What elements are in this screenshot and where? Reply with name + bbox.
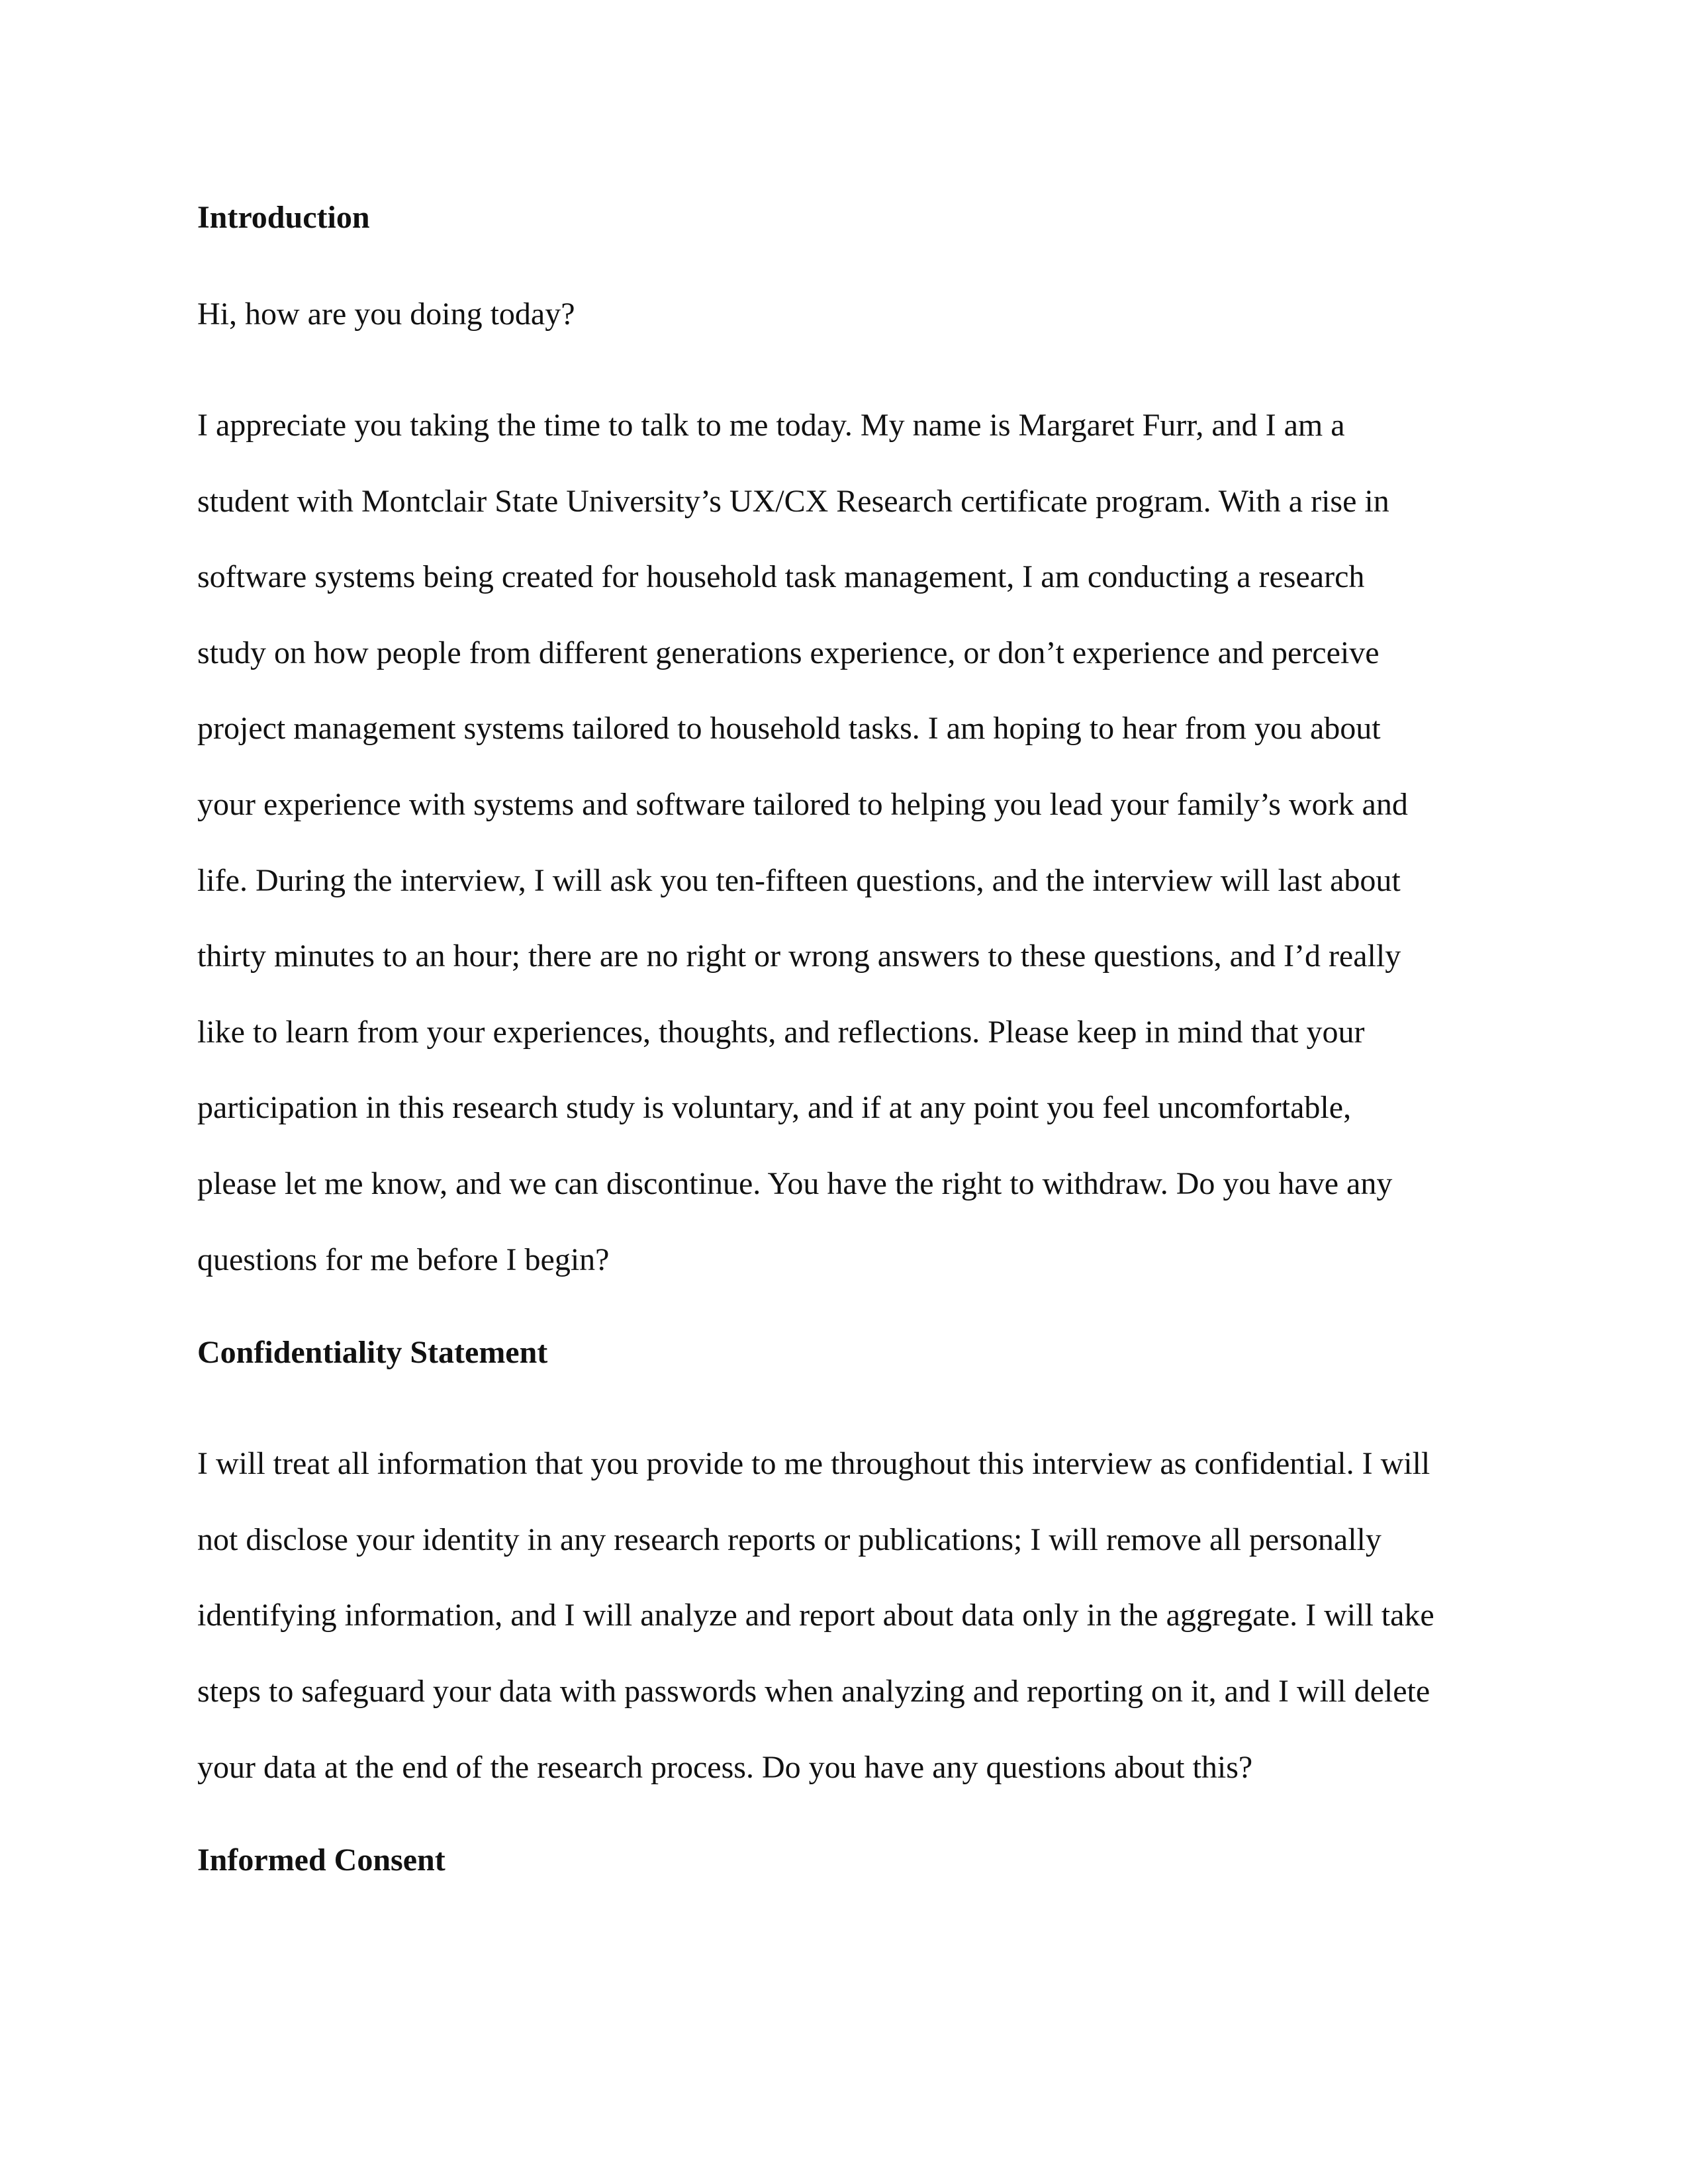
confidentiality-line: steps to safeguard your data with passwords when analyzing and reporting on it, and I will delete bbox=[197, 1673, 1430, 1709]
intro-line: thirty minutes to an hour; there are no right or wrong answers to these questions, and I’d really bbox=[197, 938, 1401, 974]
intro-line: participation in this research study is voluntary, and if at any point you feel uncomfortable, bbox=[197, 1090, 1352, 1126]
confidentiality-line: I will treat all information that you provide to me throughout this interview as confidential. I will bbox=[197, 1446, 1430, 1482]
confidentiality-line: identifying information, and I will analyze and report about data only in the aggregate. I will take bbox=[197, 1598, 1434, 1633]
confidentiality-line: not disclose your identity in any research reports or publications; I will remove all personally bbox=[197, 1522, 1382, 1557]
intro-line: your experience with systems and software tailored to helping you lead your family’s work and bbox=[197, 786, 1408, 822]
introduction-paragraph bbox=[197, 388, 1501, 1298]
confidentiality-line: your data at the end of the research process. Do you have any questions about this? bbox=[197, 1749, 1253, 1785]
intro-line: please let me know, and we can discontinue. You have the right to withdraw. Do you have any bbox=[197, 1165, 1393, 1201]
intro-line: student with Montclair State University’s UX/CX Research certificate program. With a rise in bbox=[197, 483, 1389, 519]
intro-line: study on how people from different generations experience, or don’t experience and perceive bbox=[197, 635, 1380, 670]
introduction-heading: Introduction bbox=[197, 200, 370, 235]
intro-line: project management systems tailored to household tasks. I am hoping to hear from you about bbox=[197, 711, 1381, 747]
informed-consent-heading: Informed Consent bbox=[197, 1843, 445, 1878]
confidentiality-paragraph bbox=[197, 1426, 1501, 1805]
intro-line: like to learn from your experiences, thoughts, and reflections. Please keep in mind that your bbox=[197, 1014, 1365, 1050]
greeting-text: Hi, how are you doing today? bbox=[197, 296, 575, 332]
intro-line: software systems being created for household task management, I am conducting a research bbox=[197, 559, 1365, 595]
intro-line: questions for me before I begin? bbox=[197, 1242, 610, 1277]
intro-line: I appreciate you taking the time to talk to me today. My name is Margaret Furr, and I am a bbox=[197, 408, 1345, 443]
confidentiality-heading: Confidentiality Statement bbox=[197, 1335, 548, 1371]
document-page bbox=[197, 195, 1501, 1884]
intro-line: life. During the interview, I will ask you ten-fifteen questions, and the interview will last about bbox=[197, 862, 1401, 898]
